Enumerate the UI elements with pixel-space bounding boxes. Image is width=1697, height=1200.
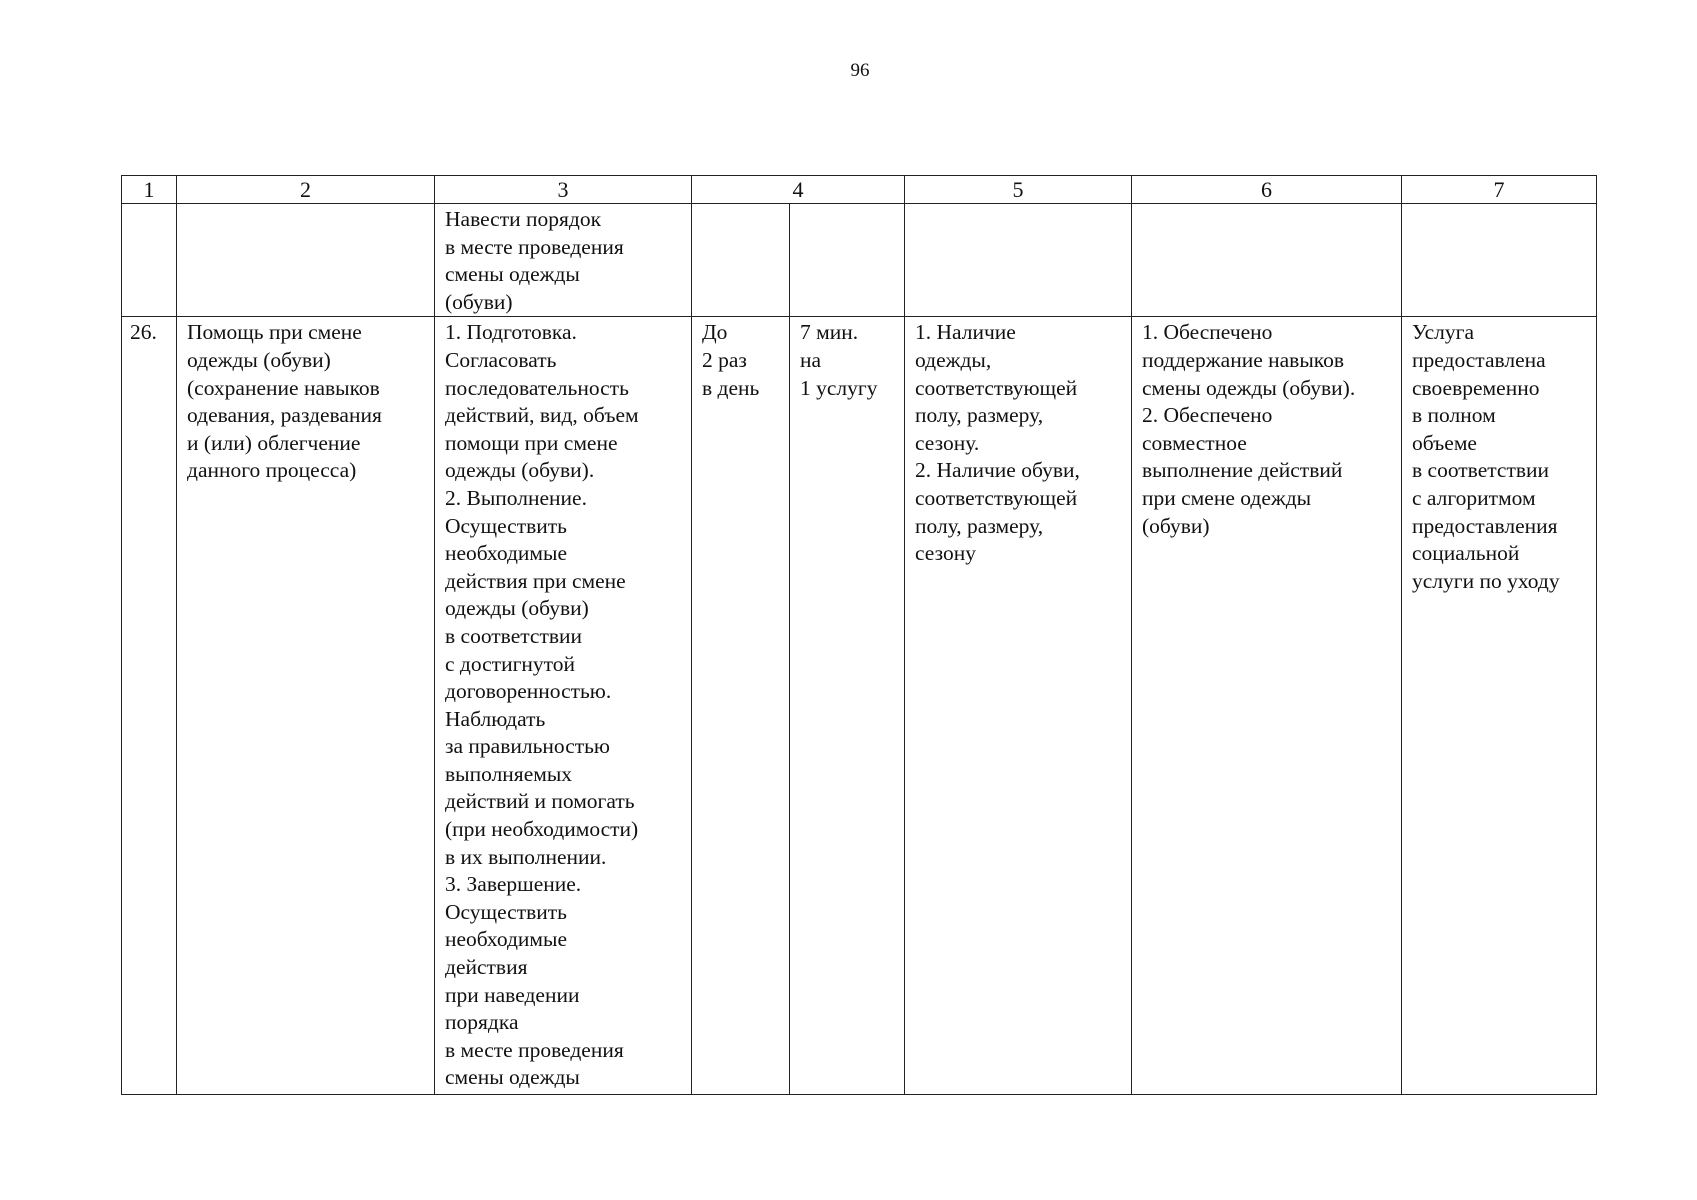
text-line: предоставлена [1412, 347, 1546, 372]
text-line: действий, вид, объем [445, 403, 639, 428]
text-line: с достигнутой [445, 651, 576, 676]
text-line: действия [445, 955, 528, 980]
text-line: смены одежды [445, 262, 580, 287]
text-line: при наведении [445, 982, 580, 1007]
text-line: поддержание навыков [1142, 347, 1345, 372]
cont-description-cell [435, 204, 692, 317]
text-line: Навести порядок [445, 207, 602, 231]
text-line: действий и помогать [445, 789, 635, 814]
text-line: 7 мин. [800, 320, 859, 345]
text-line: 2. Выполнение. [445, 485, 587, 510]
text-line: Осуществить [445, 899, 567, 924]
text-line: Согласовать [445, 347, 557, 372]
cont-cell-2 [177, 204, 435, 317]
text-line: соответствующей [915, 375, 1078, 400]
text-line: 1. Обеспечено [1142, 320, 1273, 345]
text-line: полу, размеру, [915, 513, 1044, 538]
service-description-cell [435, 317, 692, 1095]
header-row [122, 176, 1597, 204]
text-line: 2 раз [702, 347, 747, 372]
cont-cell-4b [790, 204, 905, 317]
text-line: (обуви) [1142, 513, 1210, 538]
text-line: помощи при смене [445, 430, 618, 455]
text-line: на [800, 347, 822, 372]
header-col-4: 4 [692, 176, 905, 204]
header-col-2: 2 [177, 176, 435, 204]
text-line: Наблюдать [445, 706, 546, 731]
text-line: предоставления [1412, 513, 1558, 538]
text-line: совместное [1142, 430, 1247, 455]
text-line: 1. Подготовка. [445, 320, 577, 345]
services-table [121, 175, 1597, 1095]
text-line: в месте проведения [445, 234, 624, 259]
text-line: одежды (обуви) [187, 347, 331, 372]
text-line: в месте проведения [445, 1037, 624, 1062]
text-line: смены одежды [445, 1065, 580, 1090]
header-col-3: 3 [435, 176, 692, 204]
text-line: сезону. [915, 430, 980, 455]
text-line: в соответствии [445, 623, 583, 648]
text-line: (сохранение навыков [187, 375, 380, 400]
table-row [122, 317, 1597, 1095]
quality-cell [1402, 317, 1597, 1095]
text-line: выполнение действий [1142, 458, 1343, 483]
text-line: 2. Обеспечено [1142, 403, 1273, 428]
text-line: смены одежды (обуви). [1142, 375, 1356, 400]
text-line: необходимые [445, 927, 568, 952]
text-line: с алгоритмом [1412, 485, 1536, 510]
text-line: (при необходимости) [445, 817, 639, 842]
text-line: одежды (обуви). [445, 458, 595, 483]
text-line: порядка [445, 1010, 519, 1035]
text-line: сезону [915, 541, 976, 566]
text-line: Осуществить [445, 513, 567, 538]
text-line: одежды, [915, 347, 992, 372]
page-number: 96 [850, 60, 870, 81]
text-line: действия при смене [445, 568, 626, 593]
service-name-cell [177, 317, 435, 1095]
cont-cell-6 [1132, 204, 1402, 317]
results-cell [1132, 317, 1402, 1095]
text-line: необходимые [445, 541, 568, 566]
text-line: До [702, 320, 728, 345]
header-col-7: 7 [1402, 176, 1597, 204]
text-line: одевания, раздевания [187, 403, 382, 428]
header-col-5: 5 [905, 176, 1132, 204]
text-line: выполняемых [445, 761, 573, 786]
text-line: договоренностью. [445, 679, 612, 704]
text-line: Помощь при смене [187, 320, 362, 345]
text-line: 3. Завершение. [445, 872, 582, 897]
cont-cell-1 [122, 204, 177, 317]
text-line: данного процесса) [187, 458, 357, 483]
cont-cell-4a [692, 204, 790, 317]
text-line: (обуви) [445, 289, 513, 314]
conditions-cell [905, 317, 1132, 1095]
text-line: 2. Наличие обуви, [915, 458, 1080, 483]
header-col-6: 6 [1132, 176, 1402, 204]
text-line: в полном [1412, 403, 1496, 428]
text-line: социальной [1412, 541, 1520, 566]
text-line: соответствующей [915, 485, 1078, 510]
text-line: Услуга [1412, 320, 1475, 345]
row-number: 26. [122, 317, 177, 1095]
text-line: объеме [1412, 430, 1477, 455]
text-line: последовательность [445, 375, 629, 400]
text-line: в их выполнении. [445, 844, 607, 869]
cont-cell-5 [905, 204, 1132, 317]
text-line: 1 услугу [800, 375, 878, 400]
text-line: полу, размеру, [915, 403, 1044, 428]
header-col-1: 1 [122, 176, 177, 204]
text-line: в соответствии [1412, 458, 1550, 483]
text-line: своевременно [1412, 375, 1540, 400]
text-line: при смене одежды [1142, 485, 1312, 510]
text-line: и (или) облегчение [187, 430, 361, 455]
text-line: одежды (обуви) [445, 596, 589, 621]
text-line: услуги по уходу [1412, 568, 1560, 593]
continuation-row [122, 204, 1597, 317]
duration-cell [790, 317, 905, 1095]
cont-cell-7 [1402, 204, 1597, 317]
text-line: в день [702, 375, 760, 400]
text-line: 1. Наличие [915, 320, 1016, 345]
text-line: за правильностью [445, 734, 610, 759]
frequency-cell [692, 317, 790, 1095]
